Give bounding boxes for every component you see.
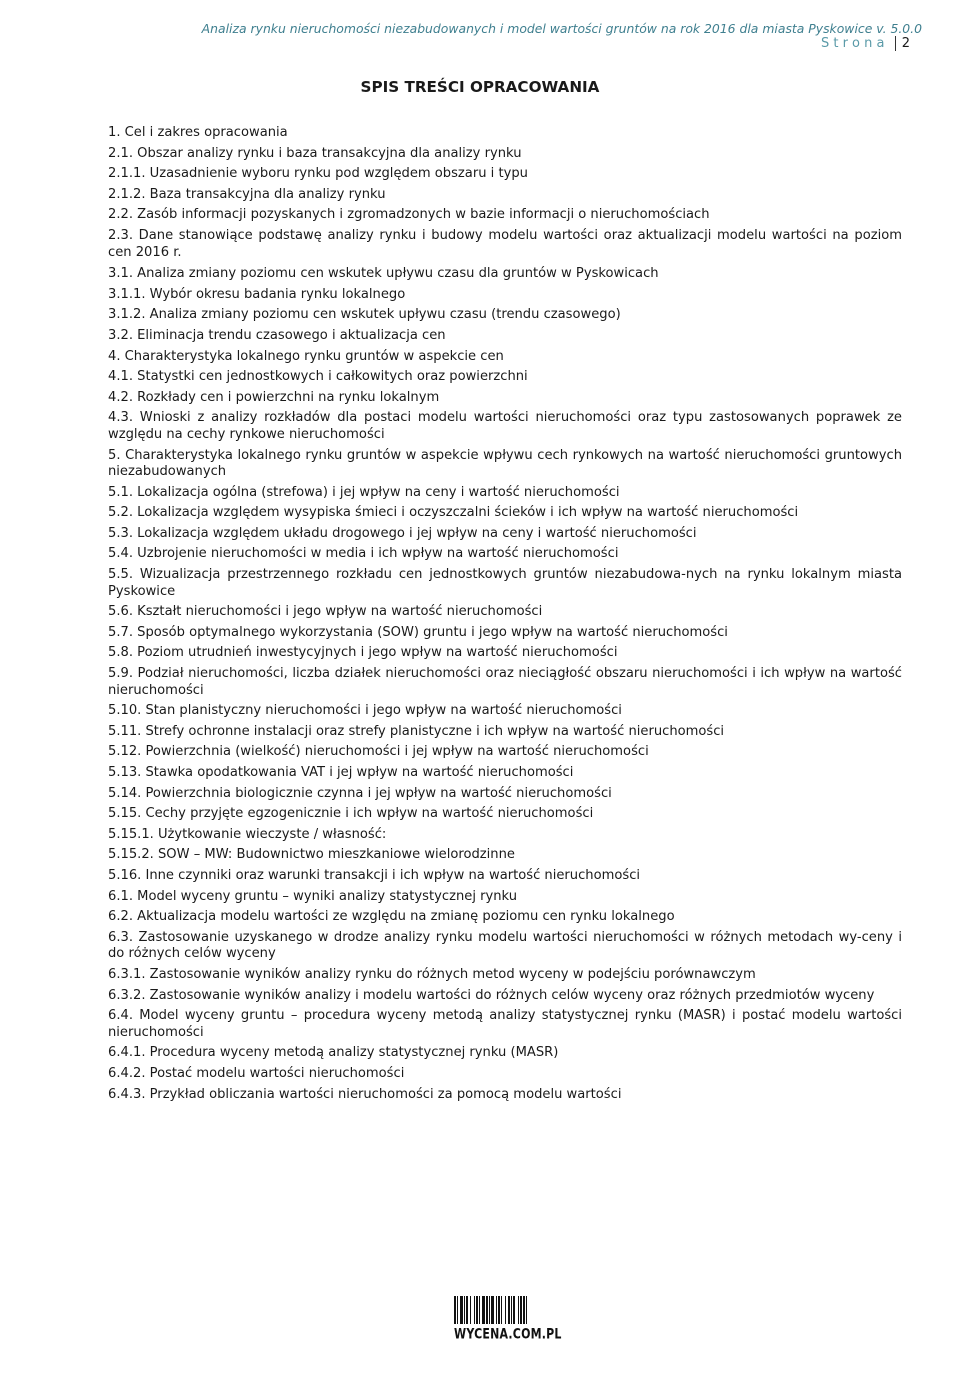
toc-item: 5.10. Stan planistyczny nieruchomości i jego wpływ na wartość nieruchomości bbox=[108, 703, 622, 719]
barcode-bar bbox=[520, 1296, 522, 1324]
toc-item: 6.3.2. Zastosowanie wyników analizy i modelu wartości do różnych celów wyceny oraz różnych przedmiotów wyceny bbox=[108, 987, 875, 1003]
footer-logo bbox=[454, 1296, 562, 1344]
page-title: SPIS TREŚCI OPRACOWANIA bbox=[360, 78, 600, 96]
barcode-bar bbox=[454, 1296, 456, 1324]
barcode-bar bbox=[470, 1296, 471, 1324]
toc-item: 5. Charakterystyka lokalnego rynku gruntów w aspekcie wpływu cech rynkowych na wartość nieruchomości gruntowych niezabudowanych bbox=[108, 447, 902, 480]
toc-item: 3.1. Analiza zmiany poziomu cen wskutek upływu czasu dla gruntów w Pyskowicach bbox=[108, 266, 659, 282]
toc-item: 3.2. Eliminacja trendu czasowego i aktualizacja cen bbox=[108, 327, 446, 343]
toc-item: 5.3. Lokalizacja względem układu drogowego i jej wpływ na ceny i wartość nieruchomości bbox=[108, 525, 697, 541]
toc-item: 2.1.2. Baza transakcyjna dla analizy rynku bbox=[108, 186, 386, 202]
toc-item: 4.3. Wnioski z analizy rozkładów dla postaci modelu wartości nieruchomości oraz typu zastosowanych poprawek ze względu na cechy rynkowe nieruchomości bbox=[108, 410, 902, 442]
toc-item: 5.12. Powierzchnia (wielkość) nieruchomości i jej wpływ na wartość nieruchomości bbox=[108, 744, 649, 760]
toc-item: 5.9. Podział nieruchomości, liczba działek nieruchomości oraz nieciągłość obszaru nieruchomości i ich wpływ na wartość nieruchomości bbox=[108, 666, 902, 698]
toc-item: 5.5. Wizualizacja przestrzennego rozkładu cen jednostkowych gruntów niezabudowa-nych na rynku lokalnym miasta Pyskowice bbox=[108, 567, 902, 599]
toc-item: 5.6. Kształt nieruchomości i jego wpływ na wartość nieruchomości bbox=[108, 604, 543, 620]
barcode-bar bbox=[486, 1296, 488, 1324]
barcode-bar bbox=[508, 1296, 510, 1324]
page-label: Strona bbox=[820, 36, 889, 51]
toc-item: 2.1.1. Uzasadnienie wyboru rynku pod względem obszaru i typu bbox=[108, 166, 528, 182]
barcode-bar bbox=[482, 1296, 485, 1324]
barcode-bar bbox=[457, 1296, 458, 1324]
barcode-bar bbox=[523, 1296, 525, 1324]
logo-text: WYCENA.COM.PL bbox=[454, 1326, 562, 1343]
barcode-bar bbox=[526, 1296, 527, 1324]
toc-item: 4.1. Statystki cen jednostkowych i całkowitych oraz powierzchni bbox=[108, 369, 528, 385]
page-number: 2 bbox=[901, 36, 910, 51]
page-number-block bbox=[821, 36, 910, 51]
toc-item: 5.11. Strefy ochronne instalacji oraz strefy planistyczne i ich wpływ na wartość nieruchomości bbox=[108, 723, 725, 739]
toc-item: 5.2. Lokalizacja względem wysypiska śmieci i oczyszczalni ścieków i ich wpływ na wartość nieruchomości bbox=[108, 505, 799, 521]
toc-item: 5.13. Stawka opodatkowania VAT i jej wpływ na wartość nieruchomości bbox=[108, 765, 574, 780]
toc-item: 5.7. Sposób optymalnego wykorzystania (SOW) gruntu i jego wpływ na wartość nieruchomości bbox=[108, 624, 728, 640]
barcode-bar bbox=[479, 1296, 480, 1324]
toc-item: 2.3. Dane stanowiące podstawę analizy rynku i budowy modelu wartości oraz aktualizacji modelu wartości na poziom cen 2016 r. bbox=[108, 227, 902, 260]
toc-item: 4.2. Rozkłady cen i powierzchni na rynku lokalnym bbox=[108, 389, 440, 405]
barcode-bar bbox=[505, 1296, 506, 1324]
table-of-contents bbox=[108, 125, 902, 1103]
toc-item: 3.1.1. Wybór okresu badania rynku lokalnego bbox=[108, 286, 406, 302]
toc-item: 6.2. Aktualizacja modelu wartości ze względu na zmianę poziomu cen rynku lokalnego bbox=[108, 909, 675, 925]
toc-item: 6.3. Zastosowanie uzyskanego w drodze analizy rynku modelu wartości nieruchomości w różnych metodach wy-ceny i do różnych celów wyceny bbox=[108, 929, 902, 962]
running-header-title: Analiza rynku nieruchomości niezabudowanych i model wartości gruntów na rok 2016 dla miasta Pyskowice v. 5.0.0 bbox=[201, 21, 922, 36]
barcode-bar bbox=[491, 1296, 494, 1324]
toc-item: 5.16. Inne czynniki oraz warunki transakcji i ich wpływ na wartość nieruchomości bbox=[108, 867, 641, 883]
barcode-bar bbox=[460, 1296, 463, 1324]
toc-item: 5.4. Uzbrojenie nieruchomości w media i ich wpływ na wartość nieruchomości bbox=[108, 546, 619, 562]
barcode-bar bbox=[498, 1296, 500, 1324]
toc-item: 6.3.1. Zastosowanie wyników analizy rynku do różnych metod wyceny w podejściu porównawczym bbox=[108, 966, 756, 982]
toc-item: 5.15.1. Użytkowanie wieczyste / własność: bbox=[108, 826, 387, 842]
toc-item: 6.4.2. Postać modelu wartości nieruchomości bbox=[108, 1065, 405, 1081]
toc-item: 3.1.2. Analiza zmiany poziomu cen wskutek upływu czasu (trendu czasowego) bbox=[108, 307, 621, 323]
barcode-bar bbox=[511, 1296, 512, 1324]
toc-item: 6.1. Model wyceny gruntu – wyniki analizy statystycznej rynku bbox=[108, 888, 518, 904]
toc-item: 4. Charakterystyka lokalnego rynku gruntów w aspekcie cen bbox=[108, 348, 504, 364]
barcode-bar bbox=[474, 1296, 475, 1324]
toc-item: 2.1. Obszar analizy rynku i baza transakcyjna dla analizy rynku bbox=[108, 145, 522, 161]
barcode-bar bbox=[464, 1296, 465, 1324]
barcode-bar bbox=[513, 1296, 515, 1324]
toc-item: 5.1. Lokalizacja ogólna (strefowa) i jej wpływ na ceny i wartość nieruchomości bbox=[108, 484, 620, 500]
barcode-bar bbox=[501, 1296, 502, 1324]
toc-item: 6.4.3. Przykład obliczania wartości nieruchomości za pomocą modelu wartości bbox=[108, 1086, 622, 1102]
barcode-bar bbox=[476, 1296, 478, 1324]
toc-item: 2.2. Zasób informacji pozyskanych i zgromadzonych w bazie informacji o nieruchomościach bbox=[108, 207, 710, 223]
toc-item: 5.8. Poziom utrudnień inwestycyjnych i jego wpływ na wartość nieruchomości bbox=[108, 645, 618, 661]
toc-item: 5.15.2. SOW – MW: Budownictwo mieszkaniowe wielorodzinne bbox=[108, 847, 515, 863]
barcode-bar bbox=[466, 1296, 468, 1324]
toc-item: 1. Cel i zakres opracowania bbox=[108, 125, 288, 140]
barcode-bar bbox=[496, 1296, 497, 1324]
toc-item: 5.15. Cechy przyjęte egzogenicznie i ich wpływ na wartość nieruchomości bbox=[108, 806, 594, 822]
barcode-bar bbox=[518, 1296, 519, 1324]
barcode-bar bbox=[489, 1296, 490, 1324]
barcode-icon bbox=[454, 1296, 551, 1324]
toc-item: 5.14. Powierzchnia biologicznie czynna i jej wpływ na wartość nieruchomości bbox=[108, 785, 612, 801]
page-number-separator bbox=[895, 36, 896, 51]
toc-item: 6.4. Model wyceny gruntu – procedura wyceny metodą analizy statystycznej rynku (MASR) i postać modelu wartości nieruchomości bbox=[108, 1008, 902, 1040]
toc-item: 6.4.1. Procedura wyceny metodą analizy statystycznej rynku (MASR) bbox=[108, 1045, 559, 1061]
